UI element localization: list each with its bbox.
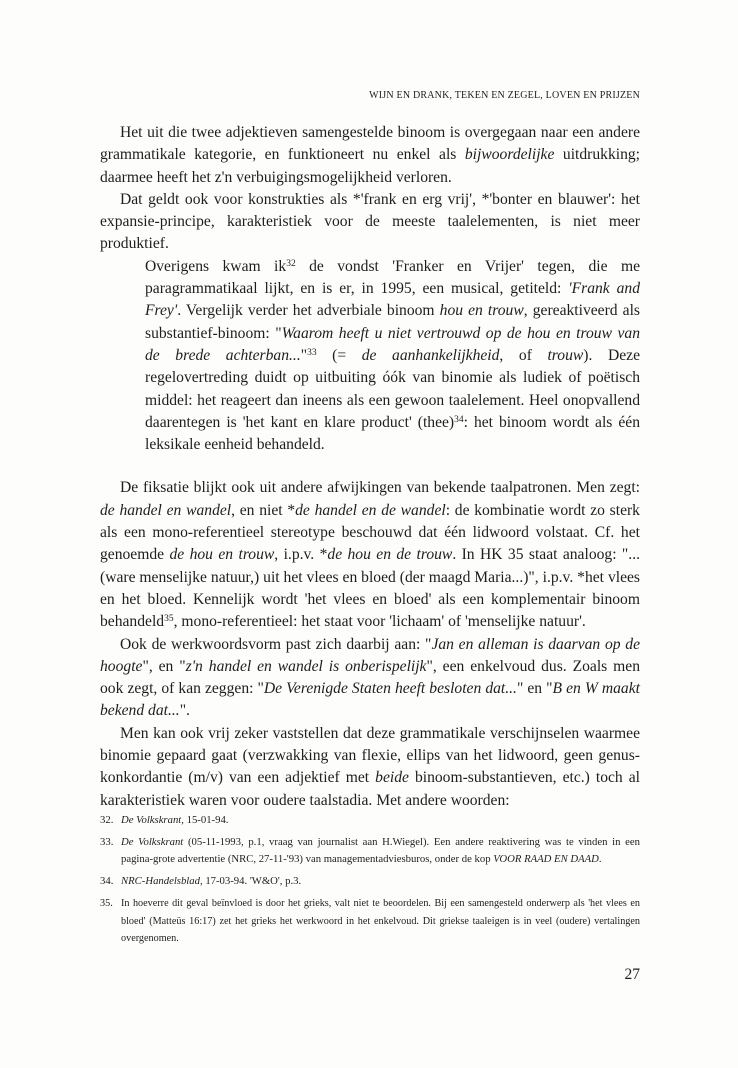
text-run: " en " — [516, 680, 553, 698]
footnote-ref: 34 — [454, 414, 464, 425]
footnote-35 — [100, 895, 640, 948]
italic-text: beide — [375, 769, 409, 787]
text-run: De fiksatie blijkt ook uit andere afwijkingen van bekende taalpatronen. Men zegt: — [120, 479, 640, 497]
text-run: Overigens kwam ik — [145, 257, 287, 275]
italic-text: Waarom heeft u niet vertrouwd op de hou en trouw van de brede achterban... — [145, 324, 641, 364]
paragraph-4 — [100, 477, 640, 633]
text-run: Dat geldt ook voor konstrukties als *'frank en erg vrij', *'bonter en blauwer': het expansie-principe, karakteristiek voor de meeste taalelementen, is niet meer produktief. — [100, 190, 640, 253]
paragraph-6 — [100, 723, 640, 812]
text-run: (= — [316, 346, 362, 364]
text-run: : het binoom wordt als één leksikale eenheid behandeld. — [145, 413, 640, 454]
footnote-34 — [100, 873, 640, 891]
italic-text: VOOR RAAD EN DAAD — [493, 853, 599, 866]
italic-text: De Volkskrant — [121, 835, 184, 848]
italic-text: trouw — [547, 346, 584, 364]
text-run: , mono-referentieel: het staat voor 'lichaam' of 'menselijke natuur'. — [173, 613, 586, 631]
italic-text: 'Frank and Frey' — [145, 280, 640, 320]
text-run: de vondst 'Franker en Vrijer' tegen, die me paragrammatikaal lijkt, en is er, in 1995, een musical, getiteld: — [145, 257, 641, 298]
italic-text: De Volkskrant — [121, 814, 182, 826]
running-header — [100, 90, 640, 101]
text-run: . Vergelijk verder het adverbiale binoom — [177, 302, 440, 320]
footnote-number: 33. — [100, 835, 114, 848]
text-run: Het uit die twee adjektieven samengestelde binoom is overgegaan naar een andere grammatikale kategorie, en funktioneert nu enkel als — [100, 124, 640, 164]
text-run: , 15-01-94. — [181, 814, 229, 826]
text-run: ). Deze regelovertreding duidt op uitbuiting óók van binomie als ludiek of poëtisch middel: het reageert dan ineens als een gewoon taalelement. Heel onopvallend daarentegen is 'het kant en klare product' (thee) — [145, 346, 640, 431]
body-text — [100, 122, 640, 812]
italic-text: B en W maakt bekend dat... — [100, 680, 640, 720]
italic-text: de handel en wandel — [100, 501, 232, 519]
text-run: , 17-03-94. 'W&O', p.3. — [199, 875, 302, 888]
text-run: binoom-substantieven, etc.) toch al karakteristiek waren voor oudere taalstadia. Met andere woorden: — [100, 769, 640, 809]
italic-text: de hou en de trouw — [327, 546, 453, 564]
italic-text: z'n handel en wandel is onberispelijk — [185, 657, 427, 675]
text-run: Men kan ook vrij zeker vaststellen dat deze grammatikale verschijnselen waarmee binomie gepaard gaat (verzwakking van flexie, ellips van het lidwoord, geen genus-konkordantie (m/v) van een adjektief met — [100, 724, 640, 787]
text-run: , i.p.v. * — [274, 546, 328, 564]
footnotes — [100, 812, 640, 948]
text-run: . — [598, 853, 602, 866]
italic-text: NRC-Handelsblad — [121, 875, 200, 888]
page-number: 27 — [624, 966, 640, 983]
footnote-number: 32. — [100, 814, 114, 826]
text-run: , of — [499, 346, 548, 364]
text-run: (05-11-1993, p.1, vraag van journalist aan H.Wiegel). Een andere reaktivering was te vinden in een pagina-grote advertentie (NRC, 27-11-'93) van managementadviesburos, onder de kop — [121, 835, 640, 866]
text-run: , en niet * — [231, 501, 296, 519]
footnote-ref: 35 — [164, 614, 174, 625]
footnote-33 — [100, 834, 640, 869]
paragraph-5 — [100, 634, 640, 723]
text-run: ", een enkelvoud dus. Zoals men ook zegt, of kan zeggen: " — [100, 657, 640, 698]
footnote-32 — [100, 812, 640, 830]
text-run: ". — [179, 702, 190, 720]
italic-text: de aanhankelijkheid — [361, 346, 500, 364]
text-run: , gereaktiveerd als substantief-binoom: " — [145, 302, 640, 342]
running-title: WIJN EN DRANK, TEKEN EN ZEGEL, LOVEN EN PRIJZEN — [369, 90, 640, 101]
italic-text: De Verenigde Staten heeft besloten dat... — [263, 680, 517, 698]
text-run: In hoeverre dit geval beïnvloed is door het grieks, valt niet te beoordelen. Bij een samengesteld onderwerp als 'het vlees en bloed' (Matteüs 16:17) zet het grieks het werkwoord in het enkelvoud. Dit griekse taaleigen is in veel (oudere) vertalingen overgenomen. — [121, 897, 640, 945]
italic-text: de hou en trouw — [169, 546, 275, 564]
footnote-number: 34. — [100, 875, 114, 888]
italic-text: de handel en de wandel — [295, 501, 446, 519]
footnote-number: 35. — [100, 897, 113, 909]
indented-quote-paragraph — [145, 256, 640, 457]
text-run: ", en " — [142, 657, 186, 675]
footnote-ref: 33 — [307, 347, 317, 358]
italic-text: hou en trouw — [439, 302, 524, 320]
text-run: " — [300, 346, 308, 364]
text-run: : de kombinatie wordt zo sterk als een mono-referentieel stereotype beschouwd dat één lidwoord volstaat. Cf. het genoemde — [100, 501, 640, 564]
text-run: . In HK 35 staat analoog: "...(ware menselijke natuur,) uit het vlees en bloed (der maagd Maria...)", i.p.v. *het vlees en het bloed. Kennelijk wordt 'het vlees en bloed' als een komplementair binoom behandeld — [100, 546, 640, 631]
paragraph-1 — [100, 122, 640, 189]
italic-text: Jan en alleman is daarvan op de hoogte — [100, 635, 640, 675]
paragraph-2 — [100, 189, 640, 256]
footnote-ref: 32 — [286, 258, 296, 269]
text-run: Ook de werkwoordsvorm past zich daarbij aan: " — [120, 635, 432, 653]
italic-text: bijwoordelijke — [464, 146, 555, 164]
text-run: uitdrukking; daarmee heeft het z'n verbuigingsmogelijkheid verloren. — [100, 146, 641, 186]
